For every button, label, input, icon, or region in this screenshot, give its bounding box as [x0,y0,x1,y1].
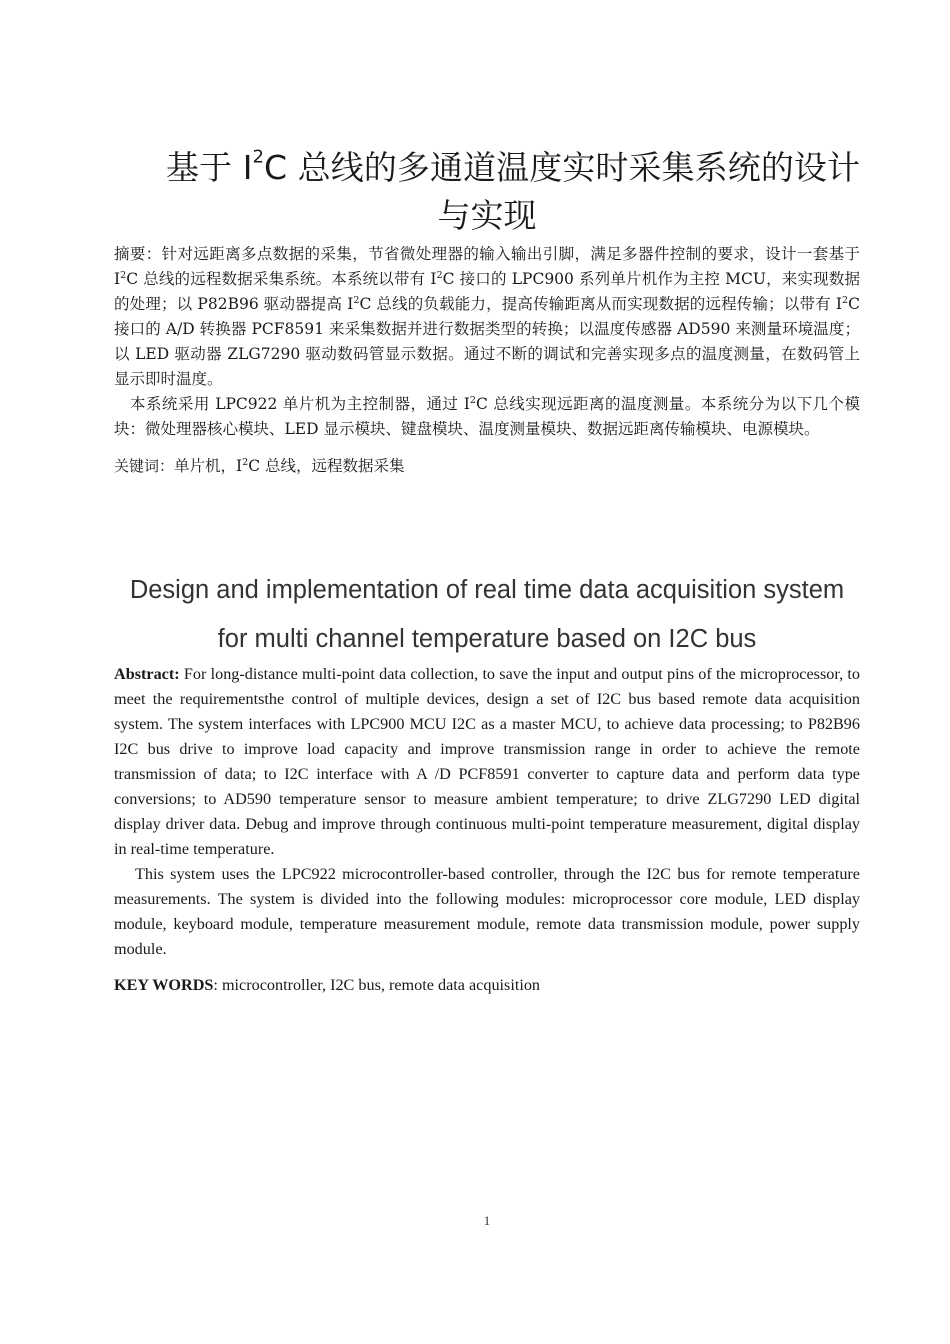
superscript: 2 [252,146,265,168]
chinese-title-part: C 总线的多通道温度实时采集系统的设计与实现 [264,148,860,235]
keywords-label: KEY WORDS [114,976,214,994]
chinese-keywords: 关键词：单片机，$I^2C$ 总线，远程数据采集 [114,456,405,475]
chinese-abstract-paragraph-1: 摘要：针对远距离多点数据的采集，节省微处理器的输入输出引脚，满足多器件控制的要求，设计一套基于 $I^2C$ 总线的远程数据采集系统。本系统以带有 $I^2C$ 接口的 LPC900 系列单片机作为主控 MCU，来实现数据的处理；以 P82B96 驱动器提高 $I^2C$ 总线的负载能力，提高传输距离从而实现数据的远程传输；以带有 $I^2C$ 接口的 A/D 转换器 PCF8591 来采集数据并进行数据类型的转换；以温度传感器 AD590 来测量环境温度；以 LED 驱动器 ZLG7290 驱动数码管显示数据。通过不断的调试和完善实现多点的温度测量，在数码管上显示即时温度。 [114,245,860,388]
english-abstract [114,662,860,962]
chinese-title [114,144,860,240]
english-title [114,566,860,664]
english-title-line-1: Design and implementation of real time data acquisition system [129,576,845,604]
english-abstract-paragraph-1: Abstract: For long-distance multi-point data collection, to save the input and output pins of the microprocessor, to meet the requirementsthe control of multiple devices, design a set of I2C bus based remote data acquisition system. The system interfaces with LPC900 MCU I2C as a master MCU, to achieve data processing; to P82B96 I2C bus drive to improve load capacity and improve transmission range in order to achieve the remote transmission of data; to I2C interface with A /D PCF8591 converter to capture data and perform data type conversions; to AD590 temperature sensor to measure ambient temperature; to drive ZLG7290 LED digital display driver data. Debug and improve through continuous multi-point temperature measurement, digital display in real-time temperature. [114,665,860,858]
chinese-title-part: 基于 I [166,148,253,187]
english-keywords: KEY WORDS: microcontroller, I2C bus, remote data acquisition [114,976,541,994]
keywords-label: 关键词： [114,457,175,475]
chinese-abstract [114,242,860,442]
english-title-line-2: for multi channel temperature based on I2C bus [217,625,757,653]
page-number: 1 [483,1213,491,1228]
chinese-abstract-paragraph-2: 本系统采用 LPC922 单片机为主控制器，通过 $I^2C$ 总线实现远距离的温度测量。本系统分为以下几个模块：微处理器核心模块、LED 显示模块、键盘模块、温度测量模块、数据远距离传输模块、电源模块。 [114,394,860,438]
english-abstract-paragraph-2: This system uses the LPC922 microcontroller-based controller, through the I2C bus for remote temperature measurements. The system is divided into the following modules: microprocessor core module, LED display module, keyboard module, temperature measurement module, remote data transmission module, power supply module. [114,865,860,958]
abstract-label: Abstract: [114,665,180,683]
